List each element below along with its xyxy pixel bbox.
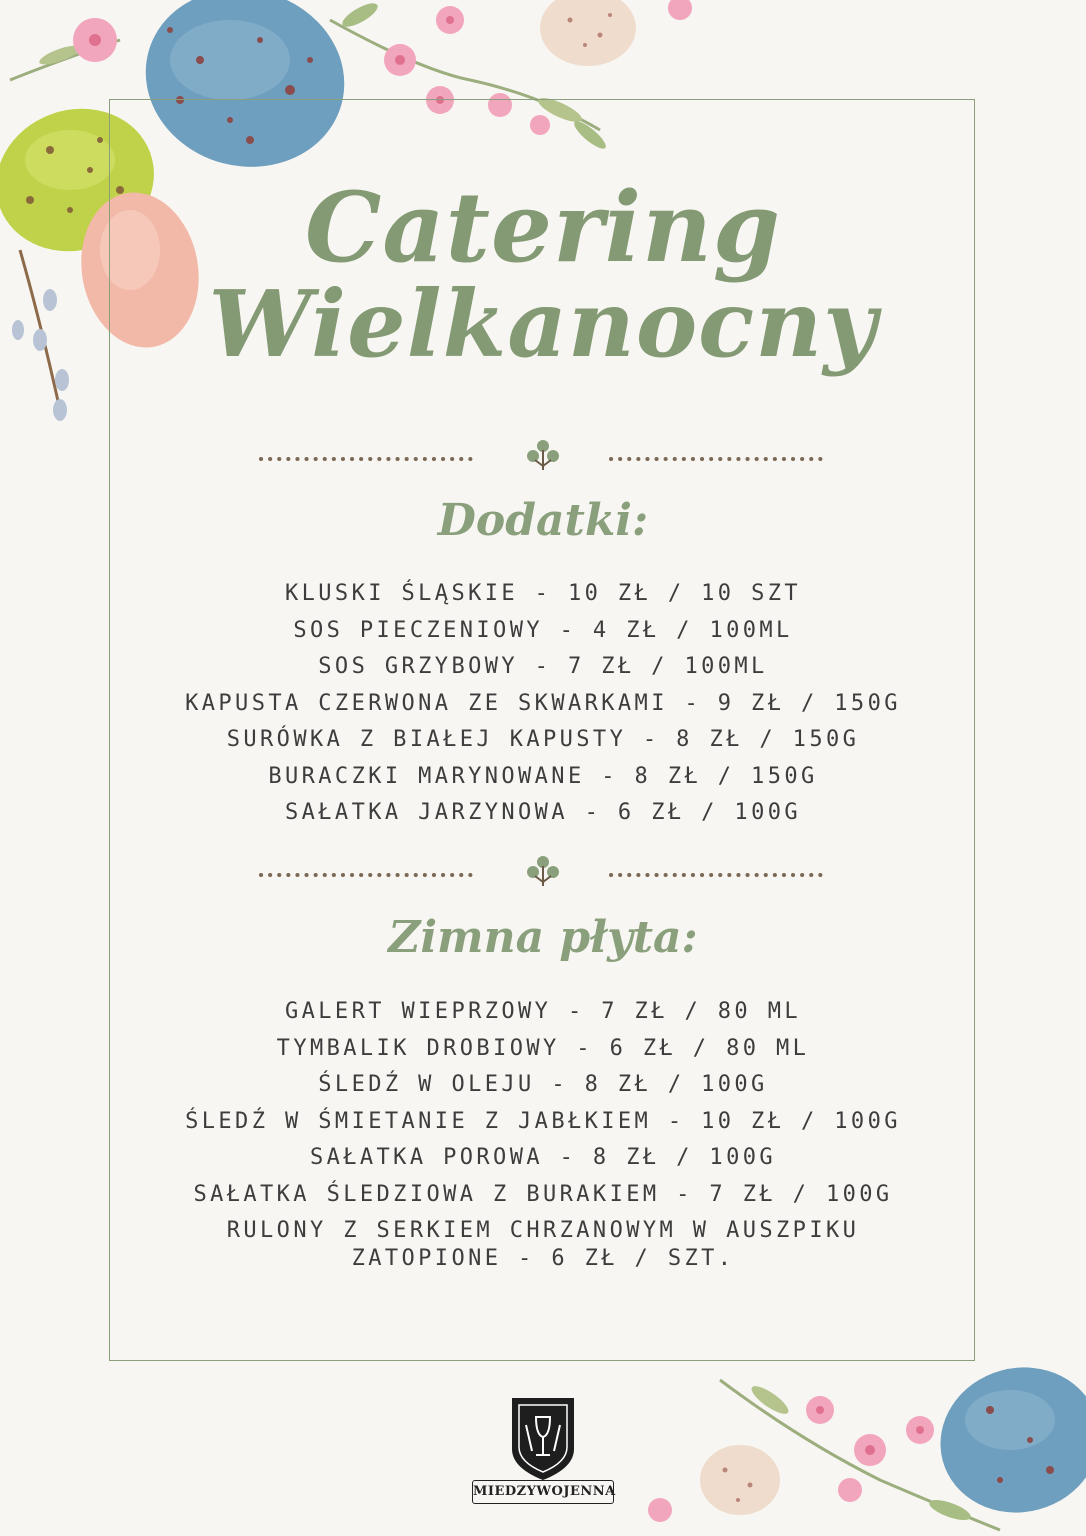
divider-ornament: [255, 438, 831, 478]
sprout-icon: [527, 440, 559, 470]
sprout-icon: [527, 856, 559, 886]
section-heading-dodatki: Dodatki:: [437, 495, 649, 546]
section-heading-zimna-plyta: Zimna płyta:: [388, 912, 698, 963]
zimna-plyta-list: [120, 994, 966, 1273]
list-item: KLUSKI ŚLĄSKIE - 10 ZŁ / 10 SZT: [285, 581, 801, 606]
list-item: ŚLEDŹ W ŚMIETANIE Z JABŁKIEM - 10 ZŁ / 100G: [185, 1108, 901, 1134]
list-item: ŚLEDŹ W OLEJU - 8 ZŁ / 100G: [318, 1072, 768, 1097]
list-item: SOS PIECZENIOWY - 4 ZŁ / 100ML: [293, 617, 793, 643]
title-line1: Catering: [305, 171, 781, 284]
list-item: RULONY Z SERKIEM CHRZANOWYM W AUSZPIKU ZATOPIONE - 6 ZŁ / SZT.: [226, 1218, 860, 1271]
restaurant-logo-name: MIEDZYWOJENNA: [472, 1480, 614, 1504]
list-item: KAPUSTA CZERWONA ZE SKWARKAMI - 9 ZŁ / 150G: [185, 690, 901, 716]
list-item: TYMBALIK DROBIOWY - 6 ZŁ / 80 ML: [276, 1035, 810, 1061]
list-item: BURACZKI MARYNOWANE - 8 ZŁ / 150G: [268, 763, 818, 789]
dodatki-list: [120, 576, 966, 832]
easter-eggs-bottom-right-illustration: [620, 1360, 1086, 1536]
title-line2: Wielkanocny: [208, 270, 878, 378]
list-item: SAŁATKA ŚLEDZIOWA Z BURAKIEM - 7 ZŁ / 100G: [193, 1181, 893, 1207]
divider-ornament: [255, 854, 831, 894]
list-item: SURÓWKA Z BIAŁEJ KAPUSTY - 8 ZŁ / 150G: [226, 727, 860, 752]
list-item: GALERT WIEPRZOWY - 7 ZŁ / 80 ML: [285, 999, 801, 1024]
list-item: SAŁATKA POROWA - 8 ZŁ / 100G: [309, 1145, 777, 1170]
list-item: SOS GRZYBOWY - 7 ZŁ / 100ML: [318, 654, 768, 679]
list-item: SAŁATKA JARZYNOWA - 6 ZŁ / 100G: [285, 800, 801, 825]
